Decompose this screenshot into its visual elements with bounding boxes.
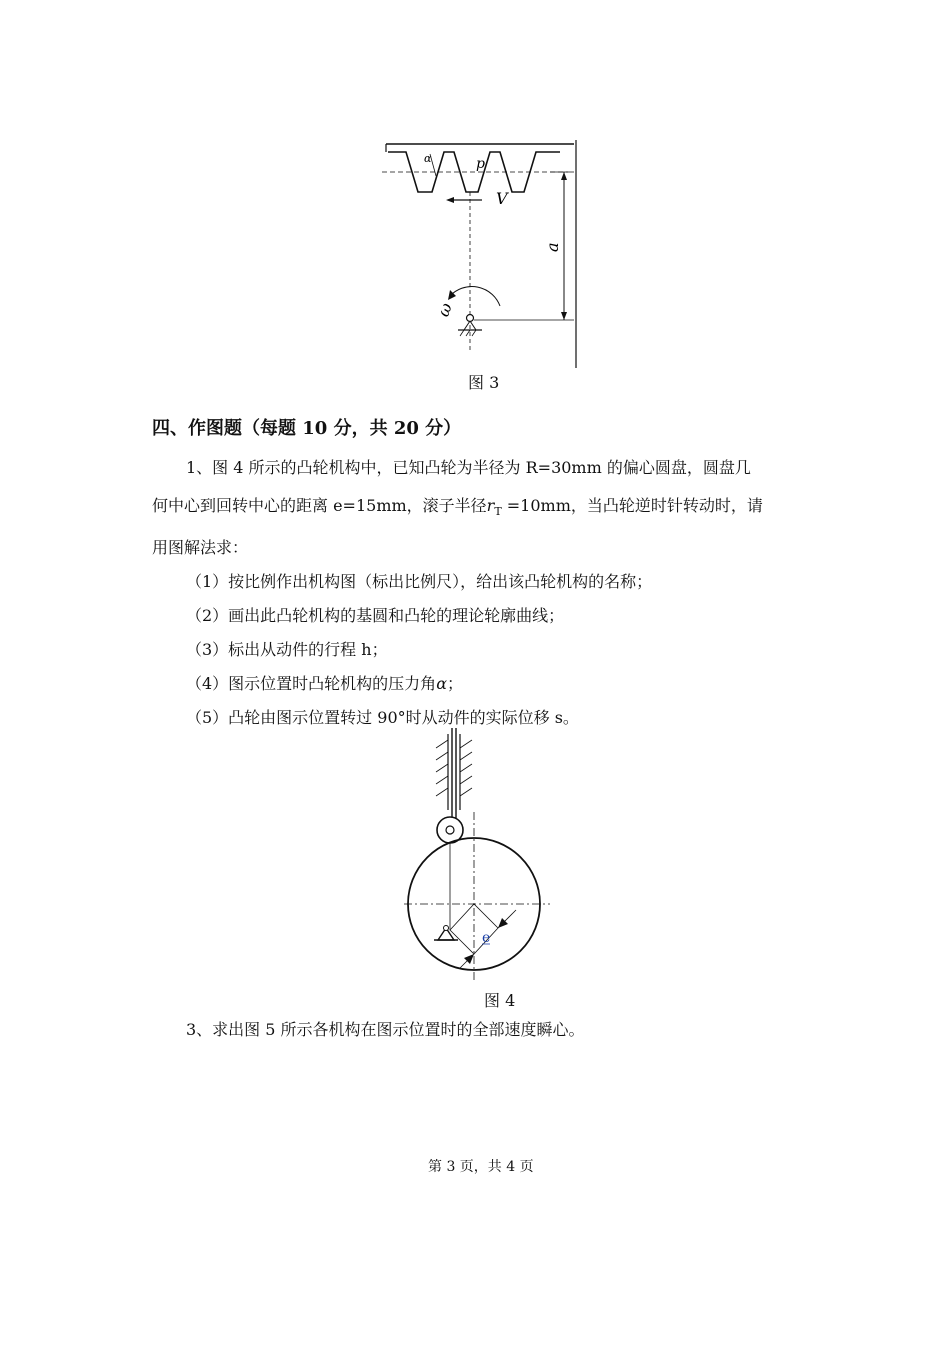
figure-4-caption: 图 4 <box>484 991 516 1010</box>
question-1-item-4-text: （4）图示位置时凸轮机构的压力角 <box>186 674 437 693</box>
pressure-angle-symbol: α <box>436 674 447 693</box>
question-1-line-3: 用图解法求： <box>152 538 249 557</box>
figure-3-diagram <box>378 138 598 368</box>
figure-4-diagram <box>398 728 568 986</box>
question-3: 3、求出图 5 所示各机构在图示位置时的全部速度瞬心。 <box>186 1020 585 1039</box>
distance-label: a <box>543 242 562 252</box>
omega-label: ω <box>433 300 456 320</box>
roller-radius-symbol: r <box>486 496 495 515</box>
question-1-line-2-end: =10mm，当凸轮逆时针转动时，请 <box>501 496 763 515</box>
roller-radius-subscript: T <box>494 505 502 519</box>
question-1-item-2: （2）画出此凸轮机构的基圆和凸轮的理论轮廓曲线； <box>186 606 565 625</box>
section-heading: 四、作图题（每题 10 分，共 20 分） <box>152 418 462 439</box>
page-footer: 第 3 页，共 4 页 <box>428 1159 534 1175</box>
eccentricity-label: e <box>482 930 491 946</box>
alpha-label: α <box>424 152 432 165</box>
question-1-item-1: （1）按比例作出机构图（标出比例尺），给出该凸轮机构的名称； <box>186 572 653 591</box>
question-1-item-5: （5）凸轮由图示位置转过 90°时从动件的实际位移 s。 <box>186 708 579 727</box>
question-1-item-3: （3）标出从动件的行程 h； <box>186 640 388 659</box>
question-1-line-1: 1、图 4 所示的凸轮机构中，已知凸轮为半径为 R=30mm 的偏心圆盘，圆盘几 <box>186 458 751 477</box>
pitch-label: p <box>476 156 485 172</box>
question-1-line-2 <box>152 496 763 522</box>
question-1-item-4-end: ； <box>447 674 464 693</box>
question-1-line-2-start: 何中心到回转中心的距离 e=15mm，滚子半径 <box>152 496 487 515</box>
question-1-item-4 <box>186 674 463 694</box>
figure-3-caption: 图 3 <box>468 373 500 392</box>
velocity-label: V <box>496 189 508 208</box>
